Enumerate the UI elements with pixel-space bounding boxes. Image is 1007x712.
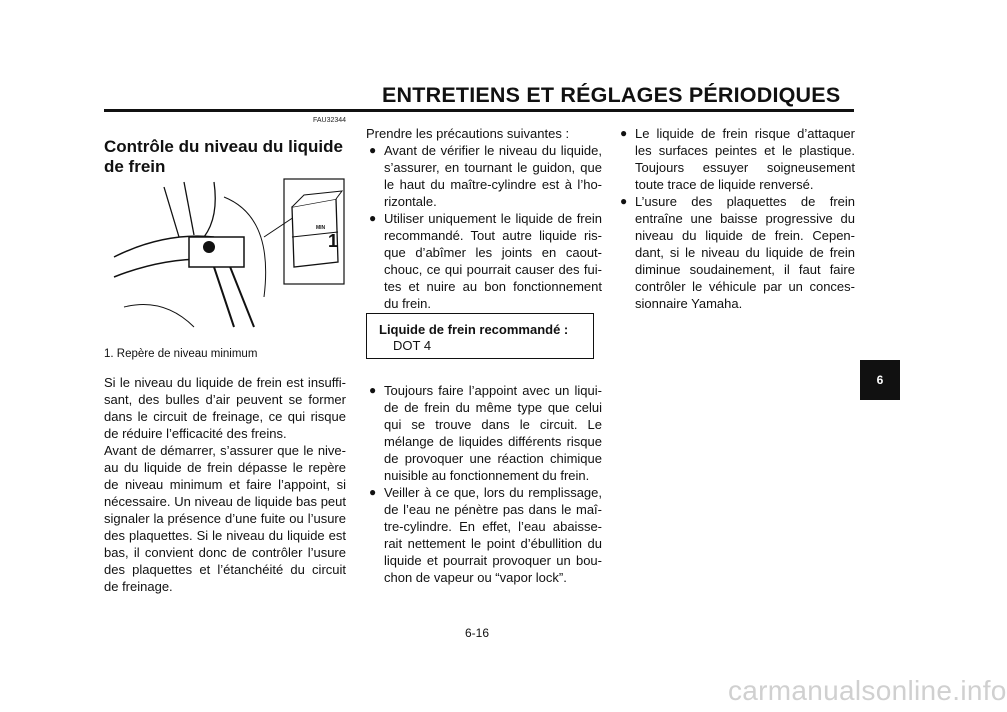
page-number: 6-16 xyxy=(465,626,490,640)
column-1 xyxy=(104,374,346,595)
list-item: ● Toujours faire l’appoint avec un liqui-de de frein du même type que celui qui se trouve dans le circuit. Le mélange de liquides différents risque de provoquer une réaction chimique nuisible au fonctionnement du frein. xyxy=(369,383,602,483)
column-2-continued xyxy=(366,382,602,586)
bullet-icon: ● xyxy=(369,485,377,499)
figure-caption: 1. Repère de niveau minimum xyxy=(104,348,258,360)
bullet-icon: ● xyxy=(369,383,377,397)
bullet-icon: ● xyxy=(620,126,628,140)
figure-callout-1: 1 xyxy=(328,231,339,251)
recommended-fluid-value: DOT 4 xyxy=(393,338,432,353)
chapter-tab: 6 xyxy=(860,360,900,400)
bullet-list xyxy=(366,142,602,312)
section-code: FAU32344 xyxy=(313,117,347,124)
paragraph: Si le niveau du liquide de frein est insuffi-sant, des bulles d’air peuvent se former dans le circuit de freinage, ce qui risque de réduire l’efficacité des freins. xyxy=(104,375,346,441)
paragraph: Avant de démarrer, s’assurer que le nive-au du liquide de frein dépasse le repère de niveau minimum et faire l’appoint, si nécessaire. Un niveau de liquide bas peut signaler la présence d’une fuite ou l’usure des plaquettes. Si le niveau du liquide est bas, il convient donc de contrôler l’usure des plaquettes et l’étanchéité du circuit de freinage. xyxy=(104,443,346,594)
watermark: carmanualsonline.info xyxy=(728,675,1007,706)
bullet-icon: ● xyxy=(620,194,628,208)
list-item: ● Veiller à ce que, lors du remplissage, de l’eau ne pénètre pas dans le maî-tre-cylindre. En effet, l’eau abaisse-rait nettement le point d’ébullition du liquide et pourrait provoquer un bou-chon de vapeur ou “vapor lock”. xyxy=(369,485,602,585)
page-header-title: ENTRETIENS ET RÉGLAGES PÉRIODIQUES xyxy=(382,83,841,107)
recommended-fluid-box xyxy=(366,313,594,359)
bullet-list xyxy=(617,125,855,312)
brake-reservoir-illustration xyxy=(104,177,346,342)
section-title: Contrôle du niveau du liquide de frein xyxy=(104,137,343,176)
list-item: ● L’usure des plaquettes de frein entraîne une baisse progressive du niveau du liquide de frein. Cepen-dant, si le niveau du liquide de frein diminue soudainement, il faut faire contrôler le véhicule par un conces-sionnaire Yamaha. xyxy=(620,194,855,311)
bullet-icon: ● xyxy=(369,143,377,157)
bullet-list xyxy=(366,382,602,586)
list-item: ● Avant de vérifier le niveau du liquide, s’assurer, en tournant le guidon, que le haut du maître-cylindre est à l’ho-rizontale. xyxy=(369,143,602,209)
list-item: ● Utiliser uniquement le liquide de frein recommandé. Tout autre liquide ris-que d’abîmer les joints en caout-chouc, ce qui pourrait causer des fui-tes et nuire au bon fonctionnement du frein. xyxy=(369,211,602,311)
reservoir-min-label: MIN xyxy=(316,225,326,231)
precautions-intro: Prendre les précautions suivantes : xyxy=(366,126,570,141)
list-item: ● Le liquide de frein risque d’attaquer les surfaces peintes et le plastique. Toujours essuyer soigneusement toute trace de liquide renversé. xyxy=(620,126,855,192)
column-3 xyxy=(617,125,855,312)
column-2 xyxy=(366,125,602,312)
header-rule xyxy=(104,109,854,112)
recommended-fluid-label: Liquide de frein recommandé : xyxy=(379,322,569,337)
bullet-icon: ● xyxy=(369,211,377,225)
